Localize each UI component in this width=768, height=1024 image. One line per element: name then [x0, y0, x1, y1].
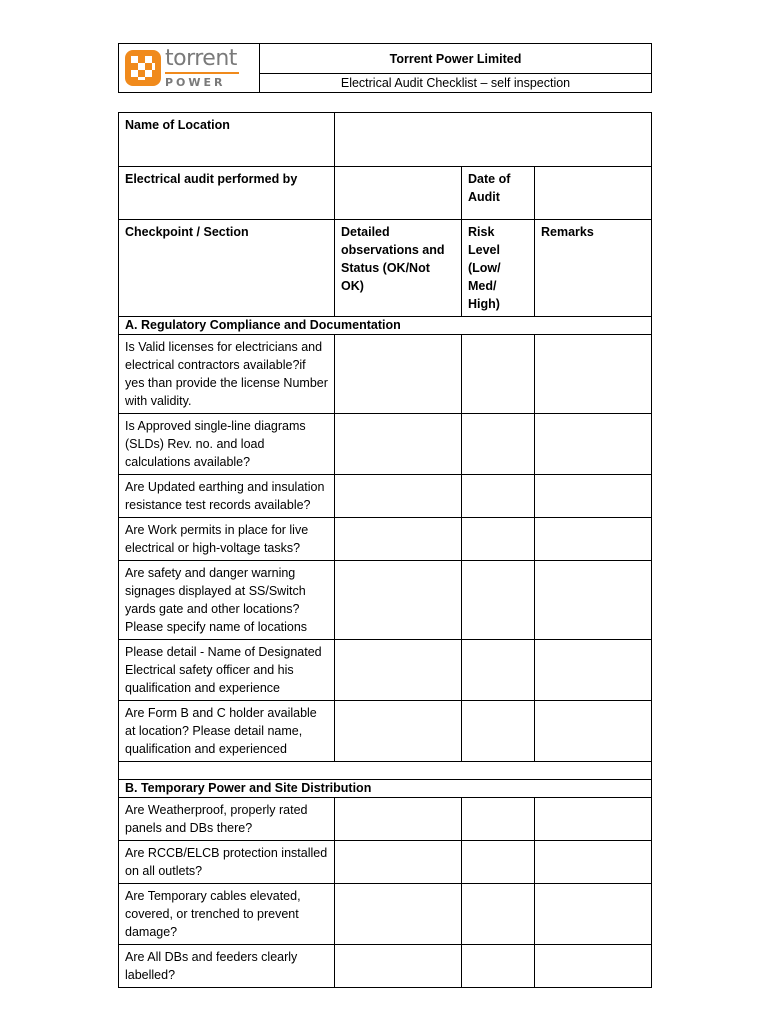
risk-field[interactable] — [462, 640, 535, 701]
column-header-observations: Detailed observations and Status (OK/Not OK) — [335, 220, 462, 317]
risk-field[interactable] — [462, 701, 535, 762]
checkpoint-text: Are Form B and C holder available at location? Please detail name, qualification and experienced — [119, 701, 335, 762]
remarks-field[interactable] — [535, 561, 652, 640]
risk-field[interactable] — [462, 798, 535, 841]
torrent-logo-icon — [125, 50, 161, 86]
location-value-field[interactable] — [335, 113, 652, 167]
document-header — [118, 43, 652, 93]
table-row — [119, 335, 652, 414]
risk-field[interactable] — [462, 475, 535, 518]
table-row — [119, 561, 652, 640]
checkpoint-text: Are Temporary cables elevated, covered, or trenched to prevent damage? — [119, 884, 335, 945]
observation-field[interactable] — [335, 475, 462, 518]
logo-name: torrent — [165, 46, 237, 71]
observation-field[interactable] — [335, 414, 462, 475]
column-header-risk: Risk Level (Low/ Med/ High) — [462, 220, 535, 317]
checkpoint-text: Are Weatherproof, properly rated panels and DBs there? — [119, 798, 335, 841]
checkpoint-text: Is Valid licenses for electricians and electrical contractors available?if yes than provide the license Number with validity. — [119, 335, 335, 414]
observation-field[interactable] — [335, 518, 462, 561]
company-name: Torrent Power Limited — [260, 44, 652, 74]
spacer-cell — [119, 762, 652, 780]
column-header-checkpoint: Checkpoint / Section — [119, 220, 335, 317]
section-title-b: B. Temporary Power and Site Distribution — [119, 780, 652, 798]
table-row — [119, 798, 652, 841]
remarks-field[interactable] — [535, 475, 652, 518]
section-title-a: A. Regulatory Compliance and Documentation — [119, 317, 652, 335]
checkpoint-text: Are All DBs and feeders clearly labelled? — [119, 945, 335, 988]
remarks-field[interactable] — [535, 884, 652, 945]
checkpoint-text: Are safety and danger warning signages displayed at SS/Switch yards gate and other locations? Please specify name of locations — [119, 561, 335, 640]
logo-cell — [119, 44, 260, 93]
risk-field[interactable] — [462, 841, 535, 884]
remarks-field[interactable] — [535, 841, 652, 884]
checkpoint-text: Are RCCB/ELCB protection installed on all outlets? — [119, 841, 335, 884]
table-row — [119, 884, 652, 945]
observation-field[interactable] — [335, 945, 462, 988]
observation-field[interactable] — [335, 841, 462, 884]
checklist-table — [118, 112, 652, 988]
remarks-field[interactable] — [535, 414, 652, 475]
risk-field[interactable] — [462, 518, 535, 561]
remarks-field[interactable] — [535, 798, 652, 841]
remarks-field[interactable] — [535, 701, 652, 762]
observation-field[interactable] — [335, 335, 462, 414]
remarks-field[interactable] — [535, 335, 652, 414]
risk-field[interactable] — [462, 335, 535, 414]
observation-field[interactable] — [335, 884, 462, 945]
logo-subtext: POWER — [165, 76, 226, 89]
risk-field[interactable] — [462, 945, 535, 988]
checkpoint-text: Are Updated earthing and insulation resistance test records available? — [119, 475, 335, 518]
remarks-field[interactable] — [535, 945, 652, 988]
table-row — [119, 475, 652, 518]
checkpoint-text: Is Approved single-line diagrams (SLDs) Rev. no. and load calculations available? — [119, 414, 335, 475]
date-of-audit-field[interactable] — [535, 167, 652, 220]
company-logo — [119, 44, 259, 92]
checkpoint-text: Are Work permits in place for live electrical or high-voltage tasks? — [119, 518, 335, 561]
table-row — [119, 518, 652, 561]
table-row — [119, 841, 652, 884]
observation-field[interactable] — [335, 701, 462, 762]
performed-by-label: Electrical audit performed by — [119, 167, 335, 220]
risk-field[interactable] — [462, 414, 535, 475]
remarks-field[interactable] — [535, 640, 652, 701]
risk-field[interactable] — [462, 561, 535, 640]
observation-field[interactable] — [335, 561, 462, 640]
column-header-remarks: Remarks — [535, 220, 652, 317]
remarks-field[interactable] — [535, 518, 652, 561]
checkpoint-text: Please detail - Name of Designated Electrical safety officer and his qualification and experience — [119, 640, 335, 701]
risk-field[interactable] — [462, 884, 535, 945]
spacer-row — [119, 762, 652, 780]
location-label: Name of Location — [119, 113, 335, 167]
table-row — [119, 945, 652, 988]
table-row — [119, 701, 652, 762]
table-row — [119, 640, 652, 701]
observation-field[interactable] — [335, 640, 462, 701]
logo-divider — [165, 72, 239, 74]
document-title: Electrical Audit Checklist – self inspection — [260, 74, 652, 93]
observation-field[interactable] — [335, 798, 462, 841]
performed-by-field[interactable] — [335, 167, 462, 220]
table-row — [119, 414, 652, 475]
date-of-audit-label: Date of Audit — [462, 167, 535, 220]
